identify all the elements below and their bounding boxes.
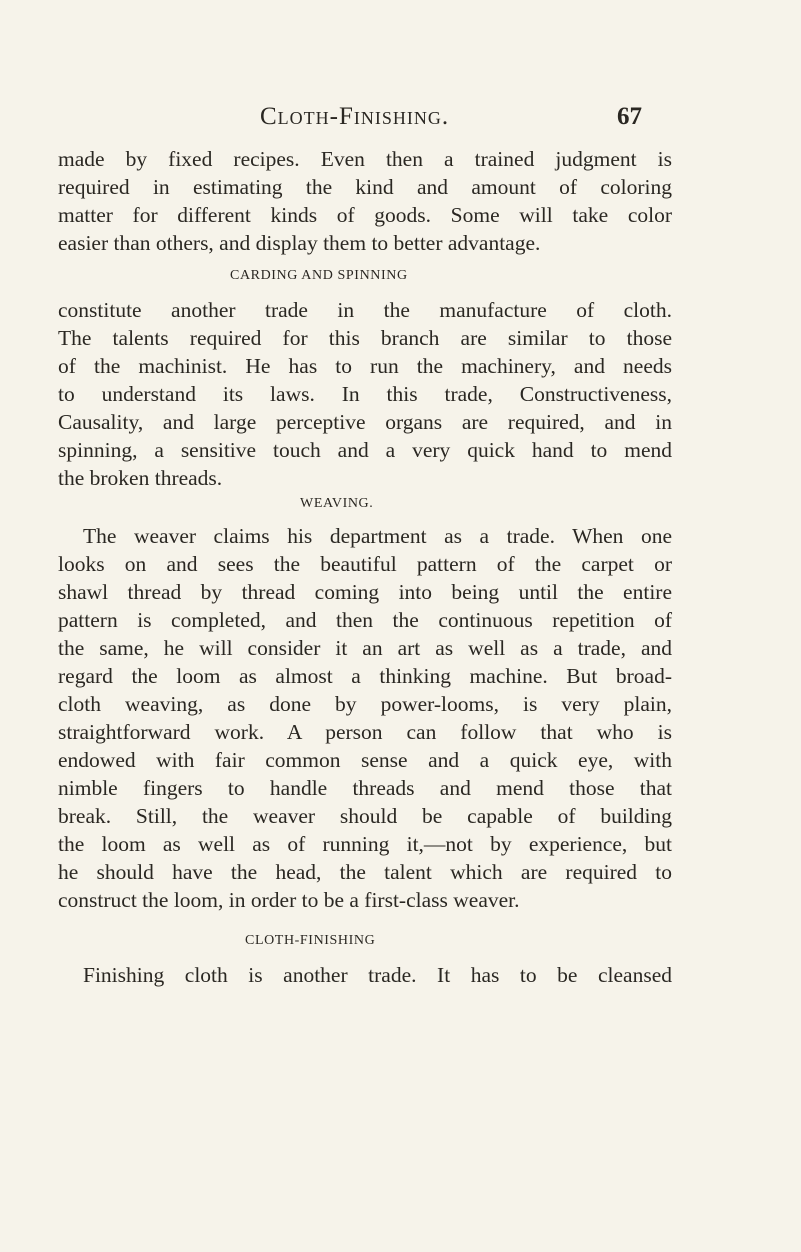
- text-line: Causality, and large perceptive organs are required, and in: [58, 410, 672, 434]
- text-line: endowed with fair common sense and a quick eye, with: [58, 748, 672, 772]
- text-line: to understand its laws. In this trade, Constructiveness,: [58, 382, 672, 406]
- text-line: the loom as well as of running it,—not by experience, but: [58, 832, 672, 856]
- text-line: constitute another trade in the manufacture of cloth.: [58, 298, 672, 322]
- text-line: spinning, a sensitive touch and a very quick hand to mend: [58, 438, 672, 462]
- section-heading-weaving: WEAVING.: [300, 496, 374, 511]
- page-number: 67: [617, 103, 642, 130]
- text-line: easier than others, and display them to better advantage.: [58, 231, 541, 255]
- text-line: straightforward work. A person can follow that who is: [58, 720, 672, 744]
- text-line: he should have the head, the talent which are required to: [58, 860, 672, 884]
- text-line: of the machinist. He has to run the machinery, and needs: [58, 354, 672, 378]
- text-line: break. Still, the weaver should be capable of building: [58, 804, 672, 828]
- text-line: required in estimating the kind and amount of coloring: [58, 175, 672, 199]
- section-heading-carding: CARDING AND SPINNING: [230, 268, 408, 283]
- text-line: the broken threads.: [58, 466, 223, 490]
- text-line: shawl thread by thread coming into being until the entire: [58, 580, 672, 604]
- text-line: Finishing cloth is another trade. It has to be cleansed: [83, 963, 672, 987]
- text-line: pattern is completed, and then the continuous repetition of: [58, 608, 672, 632]
- running-title: Cloth-Finishing.: [260, 103, 450, 130]
- text-line: nimble fingers to handle threads and mend those that: [58, 776, 672, 800]
- text-line: looks on and sees the beautiful pattern of the carpet or: [58, 552, 672, 576]
- section-heading-cloth-finishing: CLOTH-FINISHING: [245, 933, 376, 948]
- text-line: matter for different kinds of goods. Some will take color: [58, 203, 672, 227]
- text-line: cloth weaving, as done by power-looms, is very plain,: [58, 692, 672, 716]
- text-line: The talents required for this branch are similar to those: [58, 326, 672, 350]
- text-line: The weaver claims his department as a trade. When one: [83, 524, 672, 548]
- text-line: the same, he will consider it an art as well as a trade, and: [58, 636, 672, 660]
- text-line: regard the loom as almost a thinking machine. But broad-: [58, 664, 672, 688]
- text-line: construct the loom, in order to be a first-class weaver.: [58, 888, 520, 912]
- text-line: made by fixed recipes. Even then a trained judgment is: [58, 147, 672, 171]
